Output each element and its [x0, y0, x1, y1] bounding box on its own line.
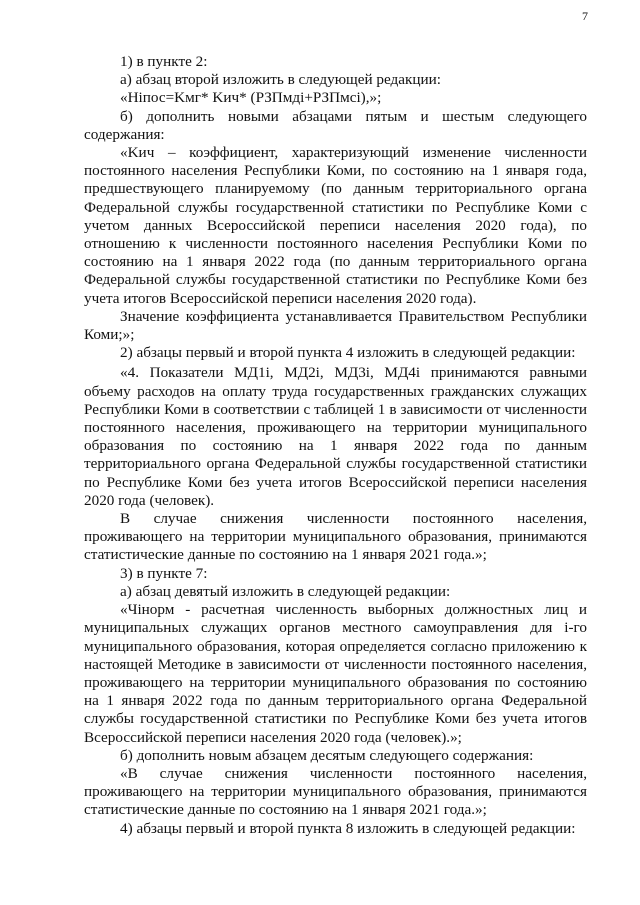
paragraph: 1) в пункте 2:	[120, 53, 208, 70]
paragraph: 3) в пункте 7:	[120, 564, 208, 582]
paragraph: «Kич – коэффициент, характеризующий изменение численности постоянного населения Республики Коми, по состоянию на 1 января года, предшествующего планируемому (по данным территориального органа Федеральной службы государственной статистики по Республике Коми с учетом данных Всероссийской переписи населения 2020 года), по отношению к численности постоянного населения Республики Коми по состоянию на 1 января 2022 года (по данным территориального органа Федеральной службы государственной статистики по Республике Коми без учета итогов Всероссийской переписи населения 2020 года).	[84, 144, 587, 307]
paragraph: Значение коэффициента устанавливается Правительством Республики Коми;»;	[84, 307, 587, 344]
paragraph: 4) абзацы первый и второй пункта 8 изложить в следующей редакции:	[120, 819, 576, 837]
document-body	[84, 53, 587, 838]
paragraph: «Чiнорм - расчетная численность выборных должностных лиц и муниципальных служащих органов местного самоуправления для i-го муниципального образования, которая определяется согласно приложению к настоящей Методике в зависимости от численности постоянного населения, проживающего на территории муниципального образования по состоянию на 1 января 2022 года по данным территориального органа Федеральной службы государственной статистики по Республике Коми без учета итогов Всероссийской переписи населения 2020 года (человек).»;	[84, 601, 587, 746]
paragraph: б) дополнить новым абзацем десятым следующего содержания:	[120, 746, 534, 764]
paragraph: «4. Показатели МД1i, МД2i, МД3i, МД4i принимаются равными объему расходов на оплату труда государственных гражданских служащих Республики Коми в соответствии с таблицей 1 в зависимости от численности постоянного населения, проживающего на территории муниципального образования по состоянию на 1 января 2022 года по данным территориального органа Федеральной службы государственной статистики по Республике Коми без учета итогов Всероссийской переписи населения 2020 года (человек).	[84, 364, 587, 509]
paragraph: В случае снижения численности постоянного населения, проживающего на территории муниципального образования, принимаются статистические данные по состоянию на 1 января 2021 года.»;	[84, 510, 587, 564]
paragraph: а) абзац второй изложить в следующей редакции:	[120, 71, 442, 89]
formula-paragraph: «Hiпос=Kмг* Kич* (РЗПмдi+РЗПмсi),»;	[120, 89, 382, 107]
page-number: 7	[582, 9, 588, 23]
paragraph: б) дополнить новыми абзацами пятым и шестым следующего содержания:	[84, 107, 587, 143]
paragraph: 2) абзацы первый и второй пункта 4 изложить в следующей редакции:	[120, 344, 576, 362]
paragraph: а) абзац девятый изложить в следующей редакции:	[120, 582, 451, 600]
paragraph: «В случае снижения численности постоянного населения, проживающего на территории муниципального образования, принимаются статистические данные по состоянию на 1 января 2021 года.»;	[84, 764, 587, 819]
